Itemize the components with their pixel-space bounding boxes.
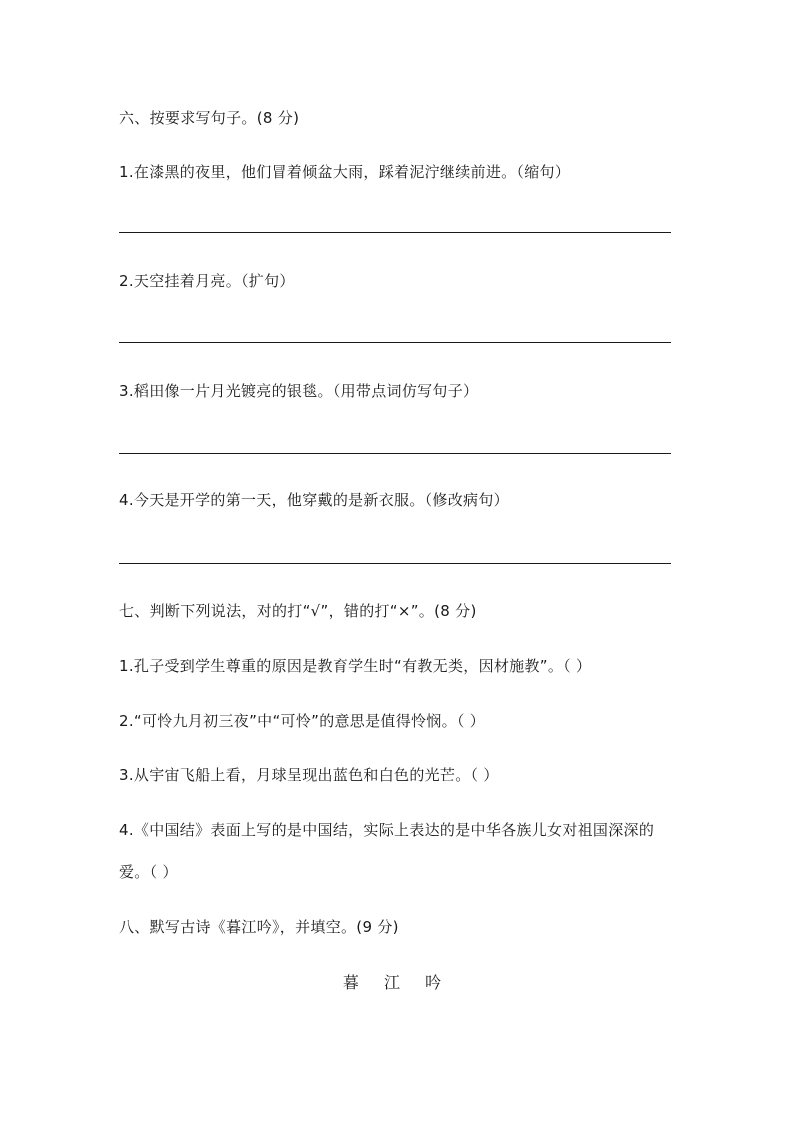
section-6-heading: 六、按要求写句子。(8 分) [119, 109, 300, 127]
judgment-7-3: 3.从宇宙飞船上看，月球呈现出蓝色和白色的光芒。（ ） [119, 766, 499, 784]
judgment-7-2: 2.“可怜九月初三夜”中“可怜”的意思是值得怜悯。（ ） [119, 712, 486, 730]
answer-line-6-4[interactable] [119, 563, 671, 564]
judgment-7-4-continued: 爱。（ ） [119, 863, 178, 881]
answer-line-6-2[interactable] [119, 342, 671, 343]
judgment-7-4: 4.《中国结》表面上写的是中国结，实际上表达的是中华各族儿女对祖国深深的 [119, 821, 655, 839]
question-6-1: 1.在漆黑的夜里，他们冒着倾盆大雨，踩着泥泞继续前进。（缩句） [119, 163, 571, 181]
answer-line-6-3[interactable] [119, 453, 671, 454]
question-6-2: 2.天空挂着月亮。（扩句） [119, 272, 295, 290]
question-6-3: 3.稻田像一片月光镀亮的银毯。（用带点词仿写句子） [119, 382, 479, 400]
question-6-4: 4.今天是开学的第一天，他穿戴的是新衣服。（修改病句） [119, 491, 509, 509]
poem-title: 暮 江 吟 [342, 973, 452, 992]
judgment-7-1: 1.孔子受到学生尊重的原因是教育学生时“有教无类，因材施教”。（ ） [119, 657, 592, 675]
section-7-heading: 七、判断下列说法，对的打“√”，错的打“×”。(8 分) [119, 602, 477, 620]
answer-line-6-1[interactable] [119, 232, 671, 233]
section-8-heading: 八、默写古诗《暮江吟》，并填空。(9 分) [119, 918, 399, 936]
